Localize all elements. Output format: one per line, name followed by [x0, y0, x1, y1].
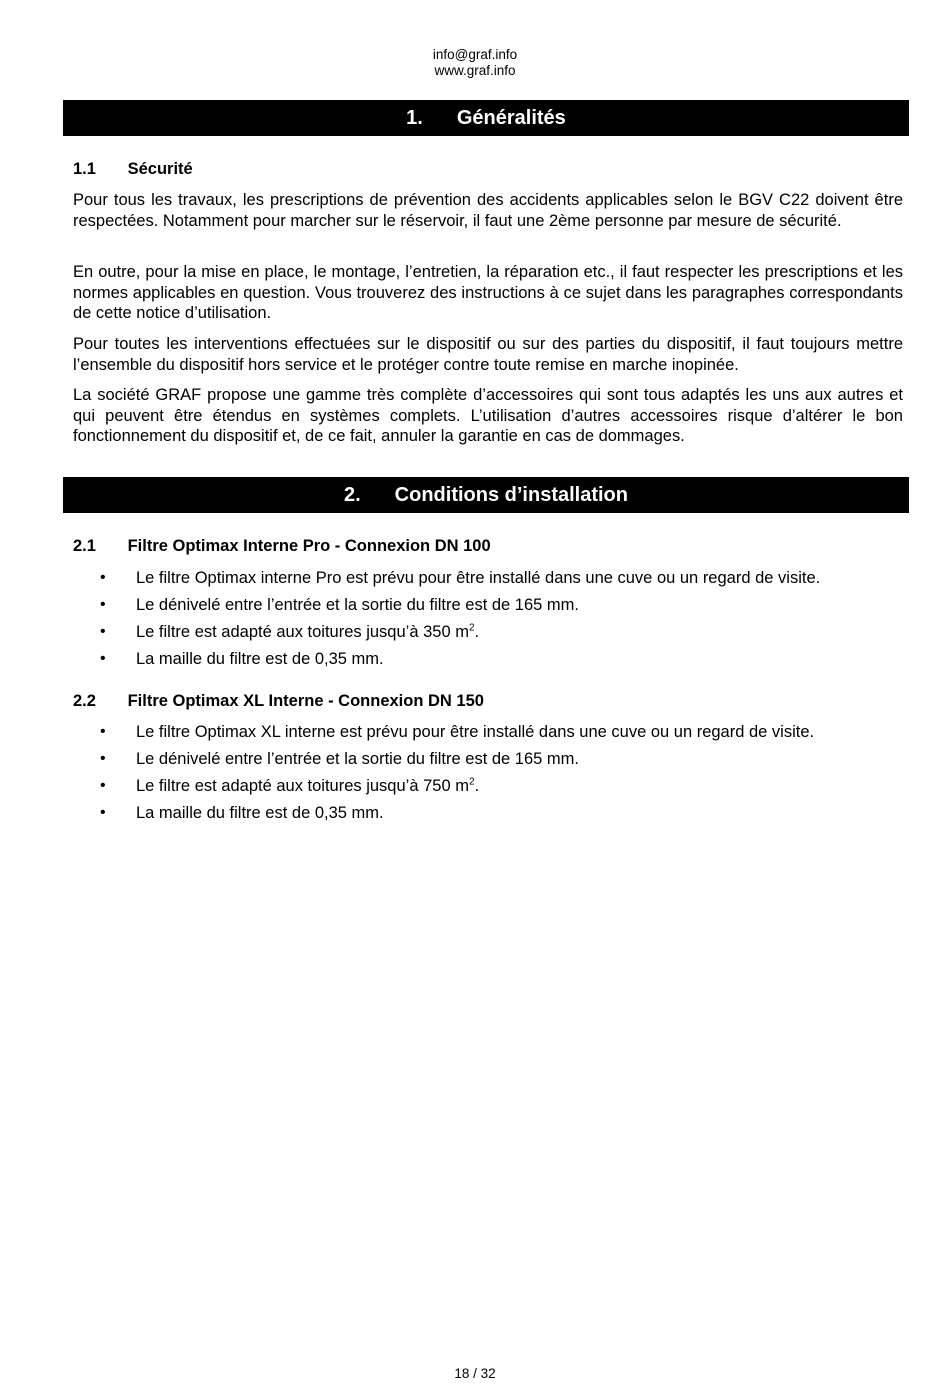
list-item: • La maille du filtre est de 0,35 mm.	[100, 804, 384, 822]
header-website: www.graf.info	[434, 63, 516, 78]
page-header	[0, 47, 950, 79]
bullet-icon: •	[100, 804, 106, 821]
subsection-1-1-heading	[73, 159, 193, 179]
bullet-icon: •	[100, 596, 106, 613]
subsection-2-2-bullet-list	[100, 722, 900, 830]
section-1-heading-bar	[63, 100, 909, 136]
section-1-title: Généralités	[456, 106, 566, 129]
bullet-icon: •	[100, 750, 106, 767]
subsection-1-1-number: 1.1	[73, 160, 96, 178]
section-1-number: 1.	[406, 106, 423, 129]
subsection-2-2-title: Filtre Optimax XL Interne - Connexion DN 150	[127, 692, 484, 710]
section-2-number: 2.	[343, 483, 361, 506]
list-item: • Le dénivelé entre l’entrée et la sortie du filtre est de 165 mm.	[100, 596, 579, 614]
subsection-2-1-heading	[73, 536, 491, 556]
section-2-heading-bar	[63, 477, 909, 513]
subsection-2-1-number: 2.1	[73, 537, 96, 555]
paragraph-safety-4: La société GRAF propose une gamme très complète d’accessoires qui sont tous adaptés les uns aux autres et qui peuvent être étendus en systèmes complets. L’utilisation d’autres accessoires risque d’altérer le bon fonctionnement du dispositif et, de ce fait, annuler la garantie en cas de dommages.	[73, 386, 903, 445]
section-2-title: Conditions d’installation	[394, 483, 628, 506]
subsection-2-1-bullet-list	[100, 568, 900, 676]
subsection-2-2-number: 2.2	[73, 692, 96, 710]
subsection-1-1-title: Sécurité	[127, 160, 193, 178]
list-item: • Le dénivelé entre l’entrée et la sortie du filtre est de 165 mm.	[100, 750, 579, 768]
bullet-icon: •	[100, 723, 106, 740]
bullet-icon: •	[100, 777, 106, 794]
paragraph-safety-2: En outre, pour la mise en place, le montage, l’entretien, la réparation etc., il faut respecter les prescriptions et les normes applicables en question. Vous trouverez des instructions à ce sujet dans les paragraphes correspondants de cette notice d’utilisation.	[73, 263, 903, 322]
superscript: 2	[468, 622, 475, 634]
list-item: • Le filtre Optimax XL interne est prévu pour être installé dans une cuve ou un regard de visite.	[100, 723, 815, 741]
bullet-icon: •	[100, 569, 106, 586]
page-number: 18 / 32	[454, 1366, 496, 1381]
list-item: • La maille du filtre est de 0,35 mm.	[100, 650, 384, 668]
paragraph-safety-3: Pour toutes les interventions effectuées sur le dispositif ou sur des parties du dispositif, il faut toujours mettre l’ensemble du dispositif hors service et le protéger contre toute remise en marche inopinée.	[73, 335, 903, 374]
subsection-2-1-title: Filtre Optimax Interne Pro - Connexion DN 100	[127, 537, 491, 555]
subsection-2-2-heading	[73, 691, 484, 711]
list-item: • Le filtre est adapté aux toitures jusqu’à 750 $m^2$.	[100, 776, 480, 795]
bullet-icon: •	[100, 623, 106, 640]
superscript: 2	[468, 776, 475, 788]
bullet-icon: •	[100, 650, 106, 667]
paragraph-safety-1: Pour tous les travaux, les prescriptions de prévention des accidents applicables selon le BGV C22 doivent être respectées. Notamment pour marcher sur le réservoir, il faut une 2ème personne par mesure de sécurité.	[73, 191, 903, 230]
header-email: info@graf.info	[432, 47, 518, 62]
list-item: • Le filtre est adapté aux toitures jusqu’à 350 $m^2$.	[100, 622, 480, 641]
list-item: • Le filtre Optimax interne Pro est prévu pour être installé dans une cuve ou un regard de visite.	[100, 569, 821, 587]
